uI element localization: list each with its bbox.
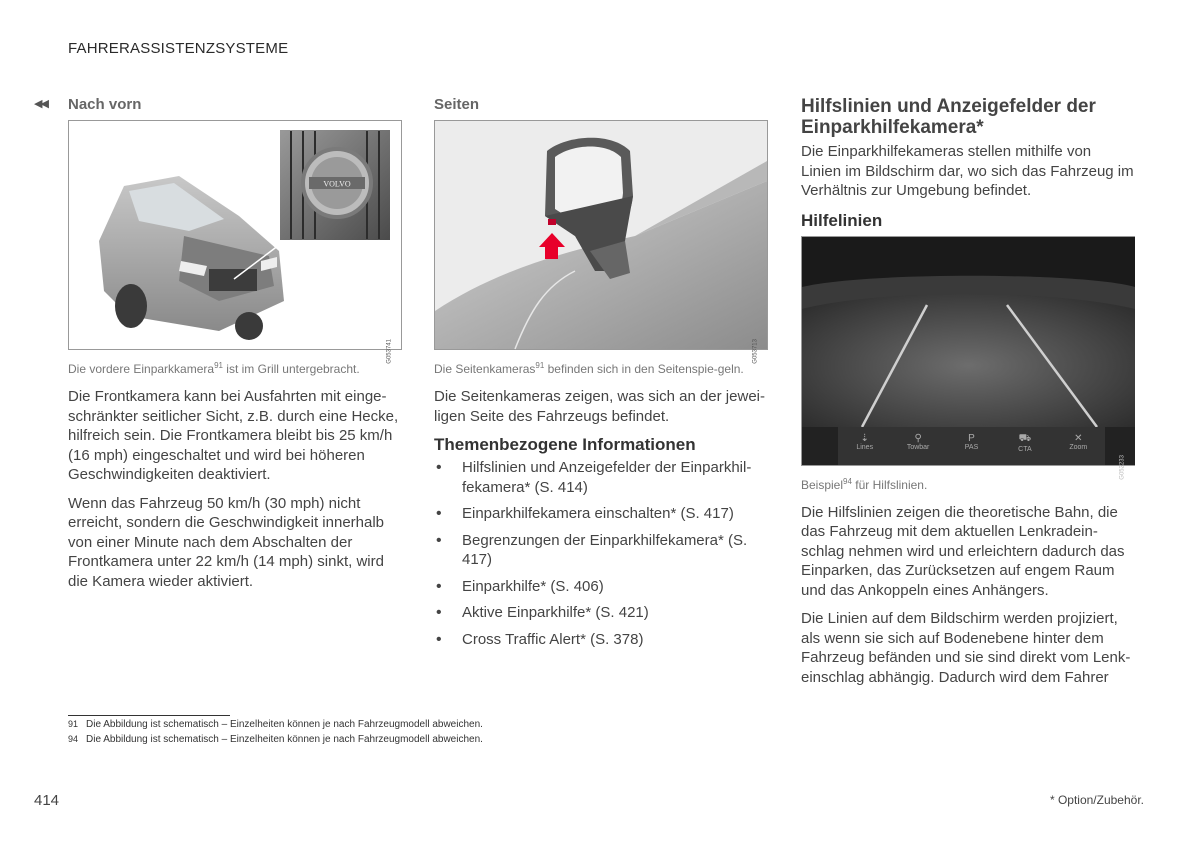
zoom-icon: ✕ <box>1074 432 1083 444</box>
footnote: 91 Die Abbildung ist schematisch – Einzelheiten können je nach Fahrzeugmodell abweichen. <box>68 719 483 730</box>
pas-button[interactable]: P PAS <box>945 427 998 465</box>
related-info-heading: Themenbezogene Informationen <box>434 435 696 454</box>
volvo-logo-text: VOLVO <box>323 179 351 189</box>
paragraph: Die Einparkhilfekameras stellen mithilfe von Linien im Bildschirm dar, wo sich das Fahrzeug im Verhältnis zur Umgebung befindet. <box>801 143 1134 199</box>
subhead-sides: Seiten <box>434 96 480 113</box>
related-links-list <box>434 458 768 649</box>
figure-code: G052233 <box>1120 454 1126 480</box>
subhead-guidelines: Hilfelinien <box>801 210 883 230</box>
back-arrows-icon[interactable]: ◀◀ <box>34 98 47 110</box>
figure-caption-front: Die vordere Einparkkamera$^{91}$ ist im Grill untergebracht. <box>68 361 360 376</box>
option-note: * Option/Zubehör. <box>1049 793 1144 807</box>
lines-button[interactable]: ⇣ Lines <box>838 427 891 465</box>
lines-icon: ⇣ <box>860 432 869 444</box>
body-text-front <box>68 387 402 591</box>
column-front-camera <box>68 96 402 600</box>
related-link[interactable]: • Einparkhilfekamera einschalten* (S. 417) <box>434 504 768 524</box>
column-guidelines <box>801 96 1134 696</box>
related-link[interactable]: • Hilfslinien und Anzeigefelder der Einparkhil-fekamera* (S. 414) <box>434 458 768 497</box>
paragraph: Die Seitenkameras zeigen, was sich an der jewei-ligen Seite des Fahrzeugs befindet. <box>434 388 765 425</box>
towbar-icon: ⚲ <box>914 432 922 444</box>
cta-icon: ⛟ <box>1018 432 1032 444</box>
column-side-cameras <box>434 96 768 656</box>
paragraph: Wenn das Fahrzeug 50 km/h (30 mph) nicht erreicht, sondern die Geschwindigkeit innerhalb von einer Minute nach dem Abschalten der Frontkamera unter 22 km/h (14 mph) sinkt, wird die Kamera wieder aktiviert. <box>68 494 385 590</box>
article-title: Hilfslinien und Anzeigefelder der Einparkhilfekamera* <box>801 96 1096 138</box>
pas-icon: P <box>968 432 975 444</box>
paragraph: Die Frontkamera kann bei Ausfahrten mit einge-schränkter seitlicher Sicht, z.B. durch eine Hecke, hilfreich sein. Die Frontkamera bleibt bis 25 km/h (16 mph) eingeschaltet und wird bei höheren Geschwindigkeiten deaktiviert. <box>68 388 399 483</box>
footnote-rule <box>68 715 230 716</box>
section-header: FAHRERASSISTENZSYSTEME <box>68 40 289 57</box>
figure-code: G053741 <box>387 339 393 364</box>
side-mirror-illustration <box>435 121 767 349</box>
related-link[interactable]: • Aktive Einparkhilfe* (S. 421) <box>434 603 768 623</box>
paragraph: Die Linien auf dem Bildschirm werden projiziert, als wenn sie sich auf Bodenebene hinter dem Fahrzeug befänden und sie sind direkt vom Lenk-einschlag abhängig. Dadurch wird dem Fahrer <box>801 610 1131 686</box>
figure-front-camera <box>68 120 402 364</box>
figure-caption-guidelines: Beispiel$^{94}$ für Hilfslinien. <box>801 476 928 492</box>
cta-button[interactable]: ⛟ CTA <box>998 427 1051 465</box>
paragraph: Die Hilfslinien zeigen die theoretische Bahn, die das Fahrzeug mit dem aktuellen Lenkradein-schlag nehmen wird und erleichtern dadurch das Einparken, das Zurücksetzen auf engem Raum und das Ankoppeln eines Anhängers. <box>801 503 1125 599</box>
car-front-illustration <box>69 121 401 349</box>
footnote: 94 Die Abbildung ist schematisch – Einzelheiten können je nach Fahrzeugmodell abweichen. <box>68 734 483 745</box>
figure-caption-sides: Die Seitenkameras$^{91}$ befinden sich in den Seitenspie-geln. <box>434 361 744 376</box>
body-text-sides <box>434 387 768 426</box>
figure-camera-screen <box>801 236 1135 480</box>
figure-side-camera <box>434 120 768 364</box>
figure-code: G053713 <box>753 339 759 364</box>
zoom-button[interactable]: ✕ Zoom <box>1052 427 1105 465</box>
camera-button-bar <box>838 427 1105 465</box>
page-number: 414 <box>34 792 60 809</box>
towbar-button[interactable]: ⚲ Towbar <box>891 427 944 465</box>
related-link[interactable]: • Einparkhilfe* (S. 406) <box>434 577 768 597</box>
subhead-front: Nach vorn <box>68 96 142 113</box>
related-link[interactable]: • Begrenzungen der Einparkhilfekamera* (S. 417) <box>434 531 768 570</box>
body-text-guidelines <box>801 503 1134 688</box>
related-link[interactable]: • Cross Traffic Alert* (S. 378) <box>434 630 768 650</box>
intro-text <box>801 142 1134 201</box>
